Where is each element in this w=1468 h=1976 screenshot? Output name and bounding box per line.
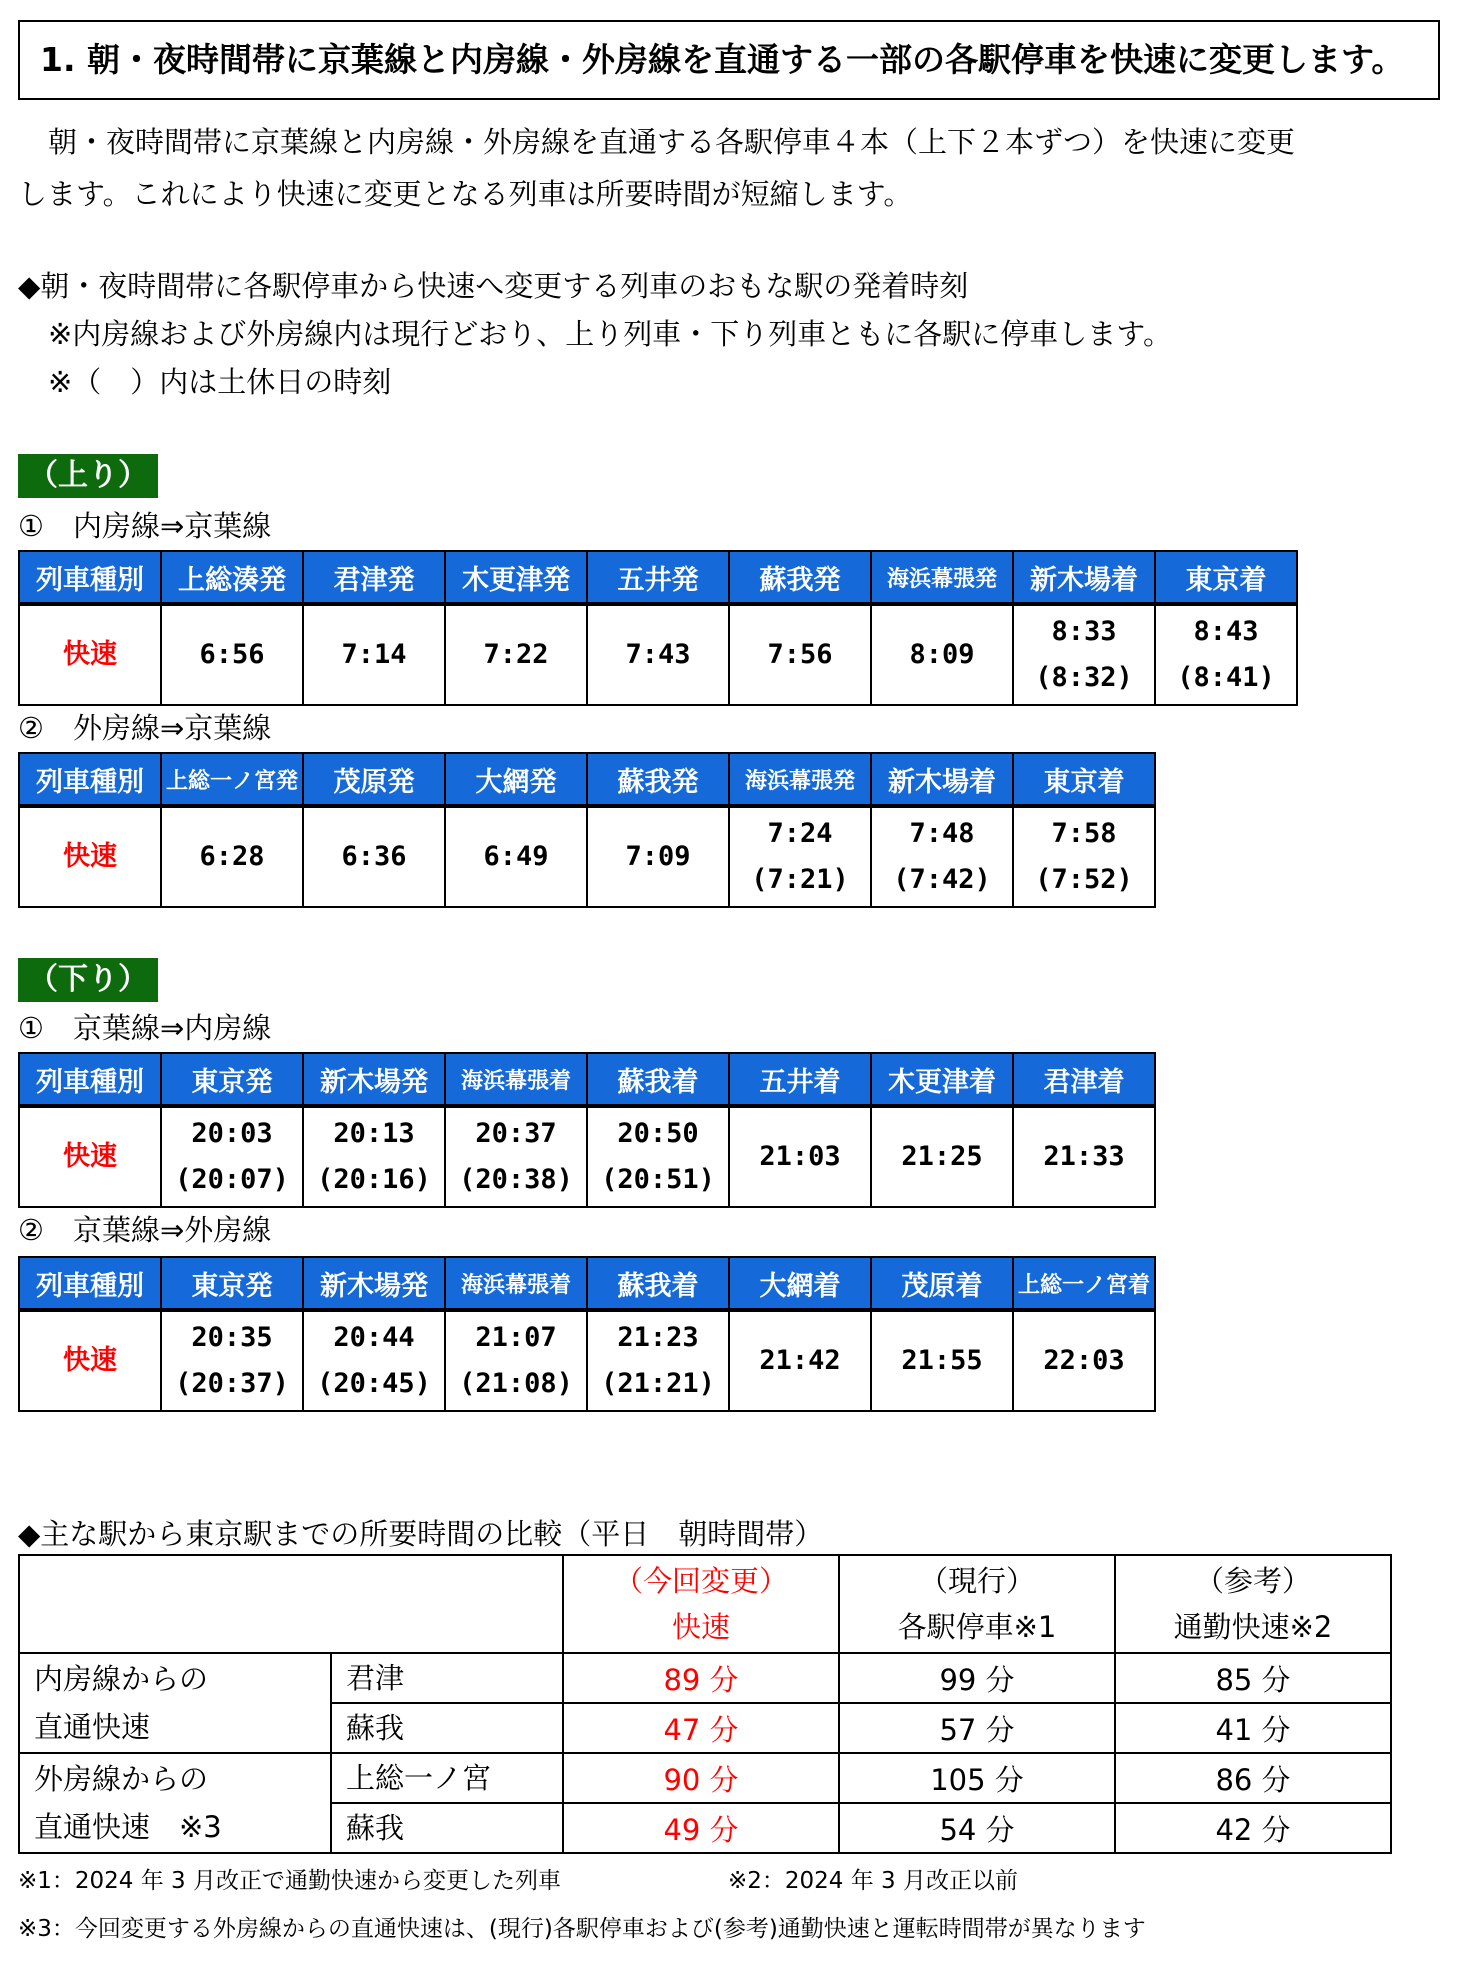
schedule-section-title: ◆朝・夜時間帯に各駅停車から快速へ変更する列車のおもな駅の発着時刻 [18,269,969,303]
intro-line-2: します。これにより快速に変更となる列車は所要時間が短縮します。 [18,177,913,211]
time-cell: 21:55 [871,1310,1013,1411]
col-header: 列車種別 [19,1053,161,1106]
blank-header-cell [19,1555,563,1653]
footnote-3: ※3：今回変更する外房線からの直通快速は、(現行)各駅停車および(参考)通勤快速と運転時間帯が異なります [18,1916,1146,1942]
col-header: 蘇我着 [587,1053,729,1106]
timetable-down-route1 [18,1052,1156,1208]
col-header: 茂原着 [871,1257,1013,1310]
train-type-cell: 快速 [19,1106,161,1207]
col-header: 蘇我着 [587,1257,729,1310]
table-row [19,1653,1391,1703]
time-cell: 20:44 (20:45) [303,1310,445,1411]
col-header: 木更津発 [445,551,587,604]
col-header: 列車種別 [19,1257,161,1310]
time-cell: 20:35 (20:37) [161,1310,303,1411]
station-cell: 蘇我 [331,1703,563,1753]
reference-time-cell: 85 分 [1115,1653,1391,1703]
new-time-cell: 49 分 [563,1803,839,1853]
schedule-note-1: ※内房線および外房線内は現行どおり、上り列車・下り列車ともに各駅に停車します。 [48,317,1172,351]
timetable-header-row [19,1053,1155,1106]
col-header: 大網発 [445,753,587,806]
time-cell: 8:43 (8:41) [1155,604,1297,705]
col-header: 列車種別 [19,753,161,806]
reference-time-cell: 86 分 [1115,1753,1391,1803]
intro-paragraph [18,116,1450,220]
col-header: 上総一ノ宮発 [161,753,303,806]
time-cell: 6:56 [161,604,303,705]
col-header: 五井着 [729,1053,871,1106]
down-label: （下り） [18,958,158,1002]
time-cell: 6:36 [303,806,445,907]
comparison-header-row [19,1555,1391,1653]
up-route1-title: ① 内房線⇒京葉線 [18,509,272,543]
timetable-header-row [19,753,1155,806]
col-header: 東京着 [1013,753,1155,806]
time-cell: 7:43 [587,604,729,705]
reference-time-cell: 41 分 [1115,1703,1391,1753]
col-header: 海浜幕張着 [445,1257,587,1310]
col-header: 海浜幕張発 [871,551,1013,604]
time-cell: 20:50 (20:51) [587,1106,729,1207]
down-route1-title: ① 京葉線⇒内房線 [18,1011,272,1045]
time-cell: 6:49 [445,806,587,907]
new-time-cell: 47 分 [563,1703,839,1753]
timetable-up-route2 [18,752,1156,908]
col-header: 列車種別 [19,551,161,604]
col-header: 蘇我発 [729,551,871,604]
current-time-cell: 99 分 [839,1653,1115,1703]
train-type-cell: 快速 [19,604,161,705]
new-time-cell: 90 分 [563,1753,839,1803]
time-cell: 7:09 [587,806,729,907]
time-cell: 21:07 (21:08) [445,1310,587,1411]
col-header: 蘇我発 [587,753,729,806]
timetable-row [19,604,1297,705]
current-time-cell: 57 分 [839,1703,1115,1753]
time-cell: 8:09 [871,604,1013,705]
comparison-title: ◆主な駅から東京駅までの所要時間の比較（平日 朝時間帯） [18,1517,824,1551]
timetable-row [19,806,1155,907]
new-time-cell: 89 分 [563,1653,839,1703]
footnote-2: ※2：2024 年 3 月改正以前 [728,1868,1019,1894]
time-cell: 22:03 [1013,1310,1155,1411]
time-cell: 21:03 [729,1106,871,1207]
col-header: 東京発 [161,1257,303,1310]
timetable-row [19,1106,1155,1207]
timetable-down-route2 [18,1256,1156,1412]
col-header: 木更津着 [871,1053,1013,1106]
station-cell: 上総一ノ宮 [331,1753,563,1803]
time-cell: 21:23 (21:21) [587,1310,729,1411]
schedule-note-2: ※（ ）内は土休日の時刻 [48,365,392,399]
col-header: 上総一ノ宮着 [1013,1257,1155,1310]
footnote-1: ※1：2024 年 3 月改正で通勤快速から変更した列車 [18,1868,562,1894]
col-header: 大網着 [729,1257,871,1310]
col-header: 新木場着 [1013,551,1155,604]
time-cell: 7:58 (7:52) [1013,806,1155,907]
timetable-header-row [19,551,1297,604]
intro-line-1: 朝・夜時間帯に京葉線と内房線・外房線を直通する各駅停車４本（上下２本ずつ）を快速に変更 [48,125,1296,159]
station-cell: 蘇我 [331,1803,563,1853]
up-route2-title: ② 外房線⇒京葉線 [18,711,272,745]
line-group-cell: 内房線からの 直通快速 [19,1653,331,1753]
time-cell: 7:56 [729,604,871,705]
time-cell: 21:25 [871,1106,1013,1207]
col-header: 東京発 [161,1053,303,1106]
time-cell: 21:33 [1013,1106,1155,1207]
time-cell: 7:48 (7:42) [871,806,1013,907]
col-header: 茂原発 [303,753,445,806]
train-type-cell: 快速 [19,806,161,907]
up-label: （上り） [18,454,158,498]
time-cell: 6:28 [161,806,303,907]
train-type-cell: 快速 [19,1310,161,1411]
reference-commuter-header: （参考） 通勤快速※2 [1115,1555,1391,1653]
col-header: 新木場発 [303,1053,445,1106]
col-header: 君津着 [1013,1053,1155,1106]
reference-time-cell: 42 分 [1115,1803,1391,1853]
time-cell: 20:13 (20:16) [303,1106,445,1207]
timetable-up-route1 [18,550,1298,706]
col-header: 海浜幕張発 [729,753,871,806]
col-header: 新木場着 [871,753,1013,806]
time-cell: 7:14 [303,604,445,705]
col-header: 上総湊発 [161,551,303,604]
time-cell: 8:33 (8:32) [1013,604,1155,705]
down-route2-title: ② 京葉線⇒外房線 [18,1213,272,1247]
time-cell: 20:37 (20:38) [445,1106,587,1207]
current-time-cell: 54 分 [839,1803,1115,1853]
current-time-cell: 105 分 [839,1753,1115,1803]
new-rapid-header: （今回変更） 快速 [563,1555,839,1653]
col-header: 海浜幕張着 [445,1053,587,1106]
line-group-cell: 外房線からの 直通快速 ※3 [19,1753,331,1853]
time-cell: 7:24 (7:21) [729,806,871,907]
col-header: 新木場発 [303,1257,445,1310]
time-cell: 21:42 [729,1310,871,1411]
table-row [19,1753,1391,1803]
col-header: 五井発 [587,551,729,604]
col-header: 君津発 [303,551,445,604]
col-header: 東京着 [1155,551,1297,604]
current-local-header: （現行） 各駅停車※1 [839,1555,1115,1653]
page-heading: 1. 朝・夜時間帯に京葉線と内房線・外房線を直通する一部の各駅停車を快速に変更します。 [18,20,1440,100]
travel-time-comparison-table [18,1554,1392,1854]
station-cell: 君津 [331,1653,563,1703]
timetable-header-row [19,1257,1155,1310]
timetable-row [19,1310,1155,1411]
time-cell: 7:22 [445,604,587,705]
time-cell: 20:03 (20:07) [161,1106,303,1207]
